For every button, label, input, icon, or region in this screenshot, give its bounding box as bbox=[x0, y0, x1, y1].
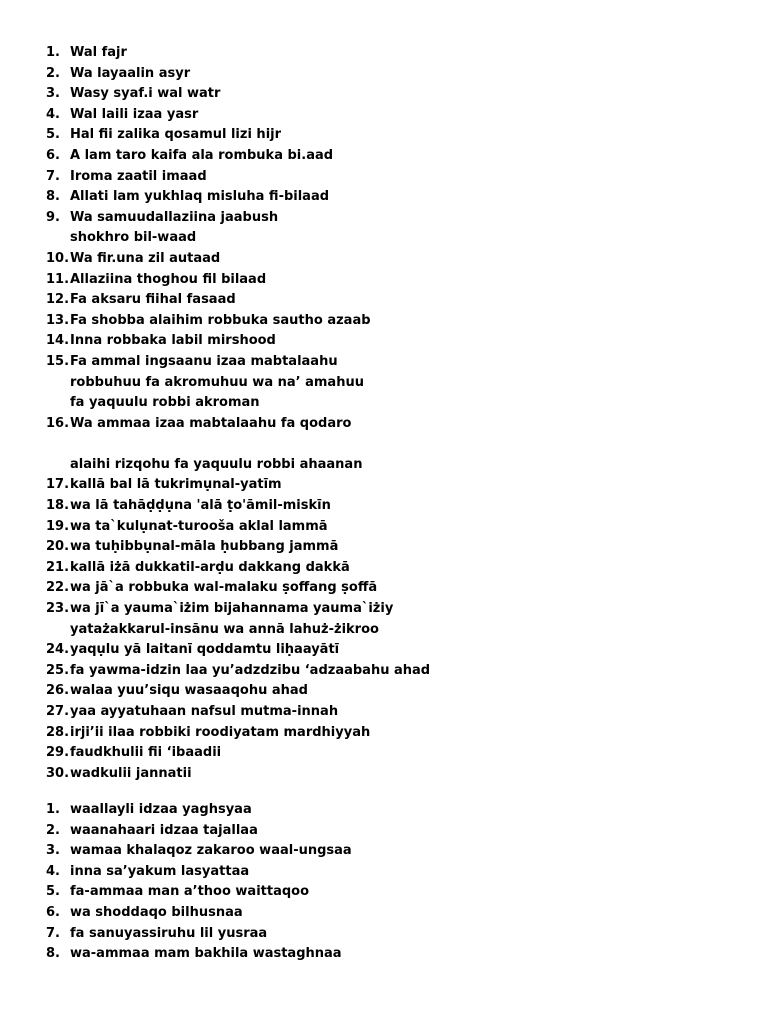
verse-list-2 bbox=[0, 800, 768, 965]
list-item-text: wa tuḥibbụnal-māla ḥubbang jammā bbox=[70, 539, 339, 555]
verse-list-1 bbox=[0, 43, 768, 784]
list-item-number: 18. bbox=[46, 498, 70, 514]
list-item bbox=[0, 64, 768, 85]
list-item-number: 2. bbox=[46, 822, 60, 838]
list-item-number: 6. bbox=[46, 147, 60, 163]
list-item bbox=[0, 841, 768, 862]
list-item bbox=[0, 537, 768, 558]
list-item bbox=[0, 373, 768, 394]
list-item-number: 3. bbox=[46, 86, 60, 102]
list-item-text: Inna robbaka labil mirshood bbox=[70, 333, 276, 349]
list-item bbox=[0, 270, 768, 291]
list-item-number: 27. bbox=[46, 704, 70, 719]
list-item-text: fa yawma-idzin laa yu’adzdzibu ‘adzaabahu ahad bbox=[70, 662, 431, 678]
list-item-number: 6. bbox=[46, 904, 60, 920]
list-item bbox=[0, 578, 768, 599]
list-item-number: 8. bbox=[46, 946, 60, 962]
list-item-text: A lam taro kaifa ala rombuka bi.aad bbox=[70, 147, 334, 163]
list-item bbox=[0, 84, 768, 105]
list-item-number: 30. bbox=[46, 765, 70, 781]
list-item-text: wa jī`a yauma`iżim bijahannama yauma`iżiy bbox=[70, 601, 394, 617]
list-item-text: Wasy syaf.i wal watr bbox=[70, 86, 221, 102]
list-item-text: Wal laili izaa yasr bbox=[70, 106, 199, 122]
list-item bbox=[0, 702, 768, 723]
list-item bbox=[0, 661, 768, 682]
list-item bbox=[0, 944, 768, 965]
list-item-text: Wa layaalin asyr bbox=[70, 65, 191, 81]
list-item-text: Hal fii zalika qosamul lizi hijr bbox=[70, 127, 282, 143]
list-item-text: wamaa khalaqoz zakaroo waal-ungsaa bbox=[70, 843, 352, 859]
list-item-number: 20. bbox=[46, 539, 70, 555]
list-item-text: Allati lam yukhlaq misluha fi-bilaad bbox=[70, 189, 330, 205]
list-item-text: wadkulii jannatii bbox=[70, 765, 192, 781]
list-item-text: waallayli idzaa yaghsyaa bbox=[70, 802, 252, 817]
list-item-text: kallā bal lā tukrimụnal-yatīm bbox=[70, 477, 282, 493]
list-item-text: waanahaari idzaa tajallaa bbox=[70, 822, 258, 838]
list-item-number: 7. bbox=[46, 925, 60, 941]
list-item-text: irji’ii ilaa robbiki roodiyatam mardhiyyah bbox=[70, 724, 371, 740]
list-item-number: 2. bbox=[46, 65, 60, 81]
list-item bbox=[0, 743, 768, 764]
list-item-text: wa lā tahāḍḍụna 'alā ṭo'āmil-miskīn bbox=[70, 498, 331, 514]
list-item-text: shokhro bil-waad bbox=[70, 230, 197, 246]
list-item-number: 23. bbox=[46, 601, 70, 617]
list-item bbox=[0, 105, 768, 126]
list-item bbox=[0, 517, 768, 538]
list-item-number: 11. bbox=[46, 271, 70, 287]
list-item bbox=[0, 764, 768, 785]
list-item-text: Fa ammal ingsaanu izaa mabtalaahu bbox=[70, 353, 338, 369]
list-item bbox=[0, 620, 768, 641]
list-item-text: wa ta`kulụnat-turooša aklal lammā bbox=[70, 518, 328, 534]
list-item-text: yaa ayyatuhaan nafsul mutma-innah bbox=[70, 704, 339, 719]
list-item-number: 10. bbox=[46, 250, 70, 266]
list-item-number: 22. bbox=[46, 580, 70, 596]
list-item-number: 24. bbox=[46, 642, 70, 658]
list-item-text: fa yaquulu robbi akroman bbox=[70, 395, 260, 411]
list-item-number: 16. bbox=[46, 415, 70, 431]
list-item-text: Wa ammaa izaa mabtalaahu fa qodaro bbox=[70, 415, 352, 431]
list-item-text: faudkhulii fii ‘ibaadii bbox=[70, 745, 222, 761]
list-item-text: kallā iżā dukkatil-arḍu dakkang dakkā bbox=[70, 559, 350, 575]
list-item bbox=[0, 228, 768, 249]
list-item bbox=[0, 800, 768, 821]
list-item-text: Fa shobba alaihim robbuka sautho azaab bbox=[70, 312, 371, 328]
list-item-number: 4. bbox=[46, 106, 60, 122]
blank-line bbox=[0, 434, 768, 455]
list-item-number: 28. bbox=[46, 724, 70, 740]
list-item-text: wa-ammaa mam bakhila wastaghnaa bbox=[70, 946, 342, 962]
list-item-number: 1. bbox=[46, 45, 60, 60]
list-item bbox=[0, 723, 768, 744]
list-item-text: Allaziina thoghou fil bilaad bbox=[70, 271, 267, 287]
list-item-text: alaihi rizqohu fa yaquulu robbi ahaanan bbox=[70, 456, 363, 472]
list-item-number: 29. bbox=[46, 745, 70, 761]
list-item bbox=[0, 475, 768, 496]
list-item-number: 9. bbox=[46, 209, 60, 225]
list-item-number: 19. bbox=[46, 518, 70, 534]
list-item-text: walaa yuu’siqu wasaaqohu ahad bbox=[70, 683, 308, 699]
list-item bbox=[0, 640, 768, 661]
list-item bbox=[0, 249, 768, 270]
list-item-text: wa shoddaqo bilhusnaa bbox=[70, 904, 243, 920]
list-item-number: 7. bbox=[46, 168, 60, 184]
list-item bbox=[0, 146, 768, 167]
list-item-number: 4. bbox=[46, 863, 60, 879]
list-item bbox=[0, 455, 768, 476]
list-item-number: 1. bbox=[46, 802, 60, 817]
list-item-number: 17. bbox=[46, 477, 70, 493]
list-item-text: Wal fajr bbox=[70, 45, 127, 60]
list-item-text: Wa fir.una zil autaad bbox=[70, 250, 221, 266]
list-item-text: Fa aksaru fiihal fasaad bbox=[70, 292, 236, 308]
list-item bbox=[0, 414, 768, 435]
list-item bbox=[0, 599, 768, 620]
list-item bbox=[0, 331, 768, 352]
list-item-number: 15. bbox=[46, 353, 70, 369]
list-item-number: 12. bbox=[46, 292, 70, 308]
list-item-text: inna sa’yakum lasyattaa bbox=[70, 863, 250, 879]
list-item bbox=[0, 558, 768, 579]
list-item-text: fa-ammaa man a’thoo waittaqoo bbox=[70, 884, 310, 900]
list-item bbox=[0, 187, 768, 208]
list-item bbox=[0, 290, 768, 311]
list-item bbox=[0, 821, 768, 842]
list-item-text: yaqụlu yā laitanī qoddamtu liḥaayātī bbox=[70, 642, 340, 658]
list-item-number: 21. bbox=[46, 559, 70, 575]
list-item-text: Iroma zaatil imaad bbox=[70, 168, 207, 184]
list-item-text: wa jā`a robbuka wal-malaku ṣoffang ṣoffā bbox=[70, 580, 378, 596]
list-item bbox=[0, 496, 768, 517]
list-item bbox=[0, 393, 768, 414]
list-item bbox=[0, 681, 768, 702]
list-item bbox=[0, 882, 768, 903]
list-item-text: yatażakkarul-insānu wa annā lahuż-żikroo bbox=[70, 621, 379, 637]
list-item-number: 25. bbox=[46, 662, 70, 678]
list-item bbox=[0, 167, 768, 188]
list-item-number: 14. bbox=[46, 333, 70, 349]
list-item bbox=[0, 903, 768, 924]
list-item-number: 13. bbox=[46, 312, 70, 328]
list-item-number: 3. bbox=[46, 843, 60, 859]
list-item bbox=[0, 352, 768, 373]
list-item bbox=[0, 311, 768, 332]
list-item-text: robbuhuu fa akromuhuu wa na’ amahuu bbox=[70, 374, 364, 390]
list-item-text: Wa samuudallaziina jaabush bbox=[70, 209, 279, 225]
list-item-number: 8. bbox=[46, 189, 60, 205]
list-item bbox=[0, 862, 768, 883]
list-item-number: 5. bbox=[46, 127, 60, 143]
list-item-number: 26. bbox=[46, 683, 70, 699]
list-item bbox=[0, 924, 768, 945]
list-item bbox=[0, 208, 768, 229]
list-item-number: 5. bbox=[46, 884, 60, 900]
list-item bbox=[0, 125, 768, 146]
list-item bbox=[0, 43, 768, 64]
list-item-text: fa sanuyassiruhu lil yusraa bbox=[70, 925, 268, 941]
